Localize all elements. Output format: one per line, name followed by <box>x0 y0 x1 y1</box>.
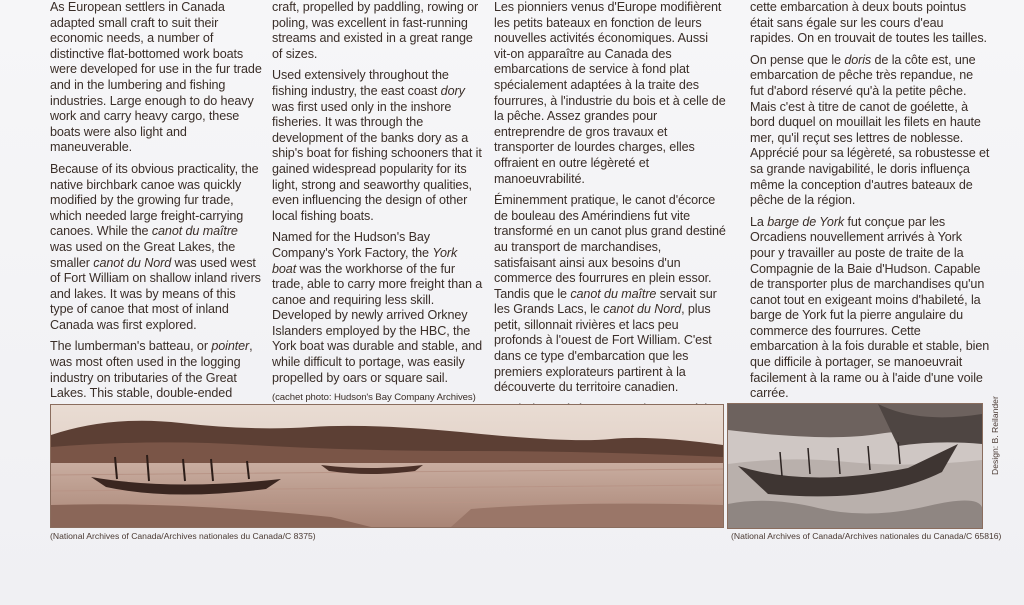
french-column-2 <box>750 0 990 432</box>
photo-credit-right: (National Archives of Canada/Archives nationales du Canada/C 65816) <box>731 531 1002 541</box>
text-run: , was most often used in the logging industry on tributaries of the Great Lakes. This stable, double-ended <box>50 339 253 401</box>
italic-term: barge de York <box>767 214 845 229</box>
cachet-photo-credit: (cachet photo: Hudson's Bay Company Archives) <box>272 392 476 404</box>
paragraph <box>494 0 726 187</box>
english-column-1 <box>50 0 262 408</box>
paragraph <box>272 230 484 386</box>
text-run: was the workhorse of the fur trade, able to carry more freight than a canoe and requiring less skill. Developed by newly arrived Orkney Islanders employed by the HBC, the York boat was durable and stable, and while difficult to portage, was easily propelled by oars or square sail. <box>272 261 483 385</box>
paragraph <box>494 193 726 396</box>
text-run: was used on the Great Lakes, the smaller <box>50 239 236 270</box>
text-run: On pense que le <box>750 52 845 67</box>
paragraph <box>272 68 484 224</box>
text-run: The lumberman's batteau, or <box>50 339 212 354</box>
italic-term: canot du maître <box>151 224 238 239</box>
designer-credit: Design: B. Reilander <box>990 396 1000 475</box>
text-run: Les pionniers venus d'Europe modifièrent les petits bateaux en fonction de leurs nouvelles activités économiques. Aussi vit-on apparaître au Canada des embarcations de service à fond plat spécialement adaptées à la traite des fourrures, à l'industrie du bois et à celle de la pêche. Assez grandes pour entreprendre de gros travaux et transporter de lourdes charges, elles offraient en outre légèreté et manoeuvrabilité. <box>494 0 726 186</box>
text-run: As European settlers in Canada adapted small craft to suit their economic needs, a number of distinctive flat-bottomed work boats were developed for use in the fur trade and in the lumbering and fishing industries. Large enough to do heavy work and carry heavy cargo, these boats were also light and maneuverable. <box>50 0 262 155</box>
text-run: Because of its obvious practicality, the native birchbark canoe was quickly modified by the growing fur trade, which needed large freight-carrying canoes. While the <box>50 161 259 239</box>
text-run: Éminemment pratique, le canot d'écorce de bouleau des Amérindiens fut vite transformé en un canot plus grand destiné au transport de marchandises, satisfaisant ainsi aux besoins d'un commerce des fourrures en plein essor. Tandis que le <box>494 193 726 301</box>
batteau-rapids-engraving <box>727 403 983 529</box>
italic-term: canot du Nord <box>93 255 172 270</box>
text-run: fut conçue par les Orcadiens nouvellement arrivés à York pour y travailler au poste de traite de la Compagnie de la Baie d'Hudson. Capable de transporter plus de marchandises qu'un canot tout en exigeant moins d'habileté, la barge de York fut la pierre angulaire du commerce des fourrures. Cette embarcation à la fois durable et stable, bien que difficile à portager, se manoeuvrait facilement à la rame ou à l'aide d'une voile carrée. <box>750 214 990 401</box>
italic-term: canot du Nord <box>603 302 682 317</box>
italic-term: dory <box>440 83 465 98</box>
text-run: de la côte est, une embarcation de pêche très repandue, ne fut d'abord réservé qu'à la petite pêche. Mais c'est à titre de canot de goélette, à bord duquel on mouillait les filets en haute mer, qu'il reçut ses lettres de noblesse. Apprécié pour sa légèreté, sa robustesse et sa grande navigabilité, le doris influença même la conception d'autres bateaux de pêche de la région. <box>750 52 990 208</box>
paragraph <box>750 0 990 47</box>
text-run: was used west of Fort William on shallow inland rivers and lakes. It was by means of this type of canoe that most of inland Canada was first explored. <box>50 255 261 332</box>
paragraph <box>272 0 484 62</box>
text-run: Used extensively throughout the fishing industry, the east coast <box>272 68 449 98</box>
paragraph <box>750 53 990 209</box>
italic-term: doris <box>844 52 872 67</box>
paragraph <box>50 339 262 401</box>
italic-term: York boat <box>272 245 458 276</box>
text-run: cette embarcation à deux bouts pointus était sans égale sur les cours d'eau rapides. On en trouvait de toutes les tailles. <box>750 0 987 46</box>
english-column-2 <box>272 0 484 404</box>
paragraph <box>750 215 990 402</box>
text-run: , plus petit, sillonnait rivières et lacs peu profonds à l'ouest de Fort William. C'est dans ce type d'embarcation que les premiers explorateurs partirent à la découverte du territoire canadien. <box>494 302 712 395</box>
french-column-1 <box>494 0 726 470</box>
photo-credit-left: (National Archives of Canada/Archives nationales du Canada/C 8375) <box>50 531 316 541</box>
text-run: craft, propelled by paddling, rowing or poling, was excellent in fast-running streams and existed in a great range of sizes. <box>272 0 479 61</box>
paragraph <box>50 162 262 334</box>
italic-term: canot du maître <box>570 286 657 301</box>
italic-term: pointer <box>211 339 250 354</box>
text-run: was first used only in the inshore fisheries. It was through the development of the banks dory as a ship's boat for fishing schooners that it gained widespread popularity for its light, strong and seaworthy qualities, even influencing the design of other local fishing boats. <box>272 99 482 223</box>
text-run: Named for the Hudson's Bay Company's York Factory, the <box>272 230 433 260</box>
fur-trade-canoes-photo <box>50 404 724 528</box>
paragraph <box>50 0 262 156</box>
text-run: servait sur les Grands Lacs, le <box>494 286 717 317</box>
text-run: La <box>750 214 768 229</box>
